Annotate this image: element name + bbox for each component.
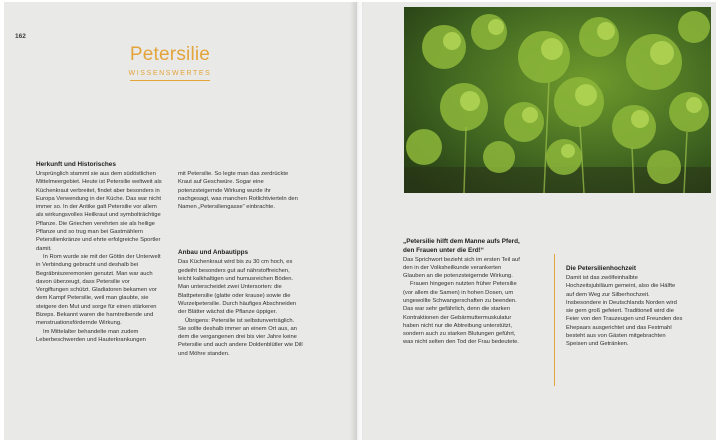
section-heading-herkunft: Herkunft und Historisches	[36, 161, 116, 168]
subtitle-underline	[130, 80, 210, 81]
page-subtitle: WISSENSWERTES	[128, 70, 212, 77]
parsley-photo	[404, 7, 711, 193]
paragraph: Damit ist das zwölfeinhalbte Hochzeitsjubiläum gemeint, also die Hälfte auf dem Weg zur Silberhochzeit. Insbesondere in Deutschlands Norden wird sie gern groß gefeiert. Traditionell wird die Feier von den Trauzeugen und Freunden des Ehepaars ausgerichtet und das Festmahl besteht aus von Gästen mitgebrachten Speisen und Getränken.	[566, 275, 683, 348]
paragraph: Frauen hingegen nutzten früher Petersilie (vor allem die Samen) in hohen Dosen, um ungewollte Schwangerschaften zu beenden. Das war sehr gefährlich, denn die starken Kontraktionen der Gebärmuttermuskulatur haben nicht nur die Abtreibung unterstützt, sondern auch zu starken Blutungen geführt, was nicht selten den Tod der Frau bedeutete.	[403, 281, 519, 346]
page-number: 162	[15, 33, 26, 40]
accent-divider	[554, 254, 555, 386]
section-heading-spruch: „Petersilie hilft dem Manne aufs Pferd, den Frauen unter die Erd!“	[403, 238, 520, 254]
paragraph: mit Petersilie. So legte man das zerdrückte Kraut auf Geschwüre. Sogar eine potenzsteigernde Wirkung wurde ihr nachgesagt, was manchen Rotlichtvierteln den Namen „Petersiliengasse“ einbrachte.	[178, 171, 298, 211]
text-column-2	[178, 170, 303, 358]
section-heading-hochzeit: Die Petersilienhochzeit	[566, 265, 636, 272]
section-heading-anbau: Anbau und Anbautipps	[178, 249, 249, 257]
paragraph: Das Sprichwort bezieht sich im ersten Teil auf den in der Volksheilkunde verankerten Glauben an die potenzsteigernde Wirkung.	[403, 256, 520, 280]
page-title: Petersilie	[129, 44, 211, 65]
paragraph: In Rom wurde sie mit der Göttin der Unterwelt in Verbindung gebracht und deshalb bei Begräbniszeremonien genutzt. Man war auch davon überzeugt, dass Petersilie vor Vergiftungen schützt. Gladiatoren bekamen vor dem Kampf Petersilie, weil man glaubte, sie steigere den Mut und sorge für einen stärkeren Bizeps. Bekannt waren die harntreibende und menstruationsfördernde Wirkung.	[36, 253, 161, 327]
text-column-4	[566, 265, 684, 349]
paragraph: Im Mittelalter behandelte man zudem Leberbeschwerden und Hauterkrankungen	[36, 328, 146, 343]
text-column-3	[403, 238, 520, 347]
book-gutter	[350, 2, 364, 440]
paragraph: Ursprünglich stammt sie aus dem südöstlichen Mittelmeergebiet. Heute ist Petersilie weltweit als Küchenkraut verbreitet, findet aber besonders in Europa Verwendung in der Küche. Das war nicht immer so. In der Antike galt Petersilie vor allem als wirkungsvolles Heilkraut und symbolträchtige Pflanze. Die Griechen verehrten sie als heilige Pflanze und so trug man bei Gastmählern Petersilienkränze und ehrte erfolgreiche Sportler damit.	[36, 171, 162, 252]
text-column-1	[36, 161, 163, 344]
paragraph: Das Küchenkraut wird bis zu 30 cm hoch, es gedeiht besonders gut auf nährstoffreichen, leicht kalkhaltigen und humusreichen Böden. Man unterscheidet zwei Untersorten: die Blattpetersilie (glatte oder krause) sowie die Wurzelpetersilie. Durch häufiges Abschneiden der Blätter wächst die Pflanze üppiger.	[178, 259, 297, 316]
paragraph: Übrigens: Petersilie ist selbstunverträglich. Sie sollte deshalb immer an einem Ort aus, an dem die vergangenen drei bis vier Jahre keine Petersilie und auch andere Doldenblütler wie Dill und Möhre standen.	[178, 317, 303, 357]
